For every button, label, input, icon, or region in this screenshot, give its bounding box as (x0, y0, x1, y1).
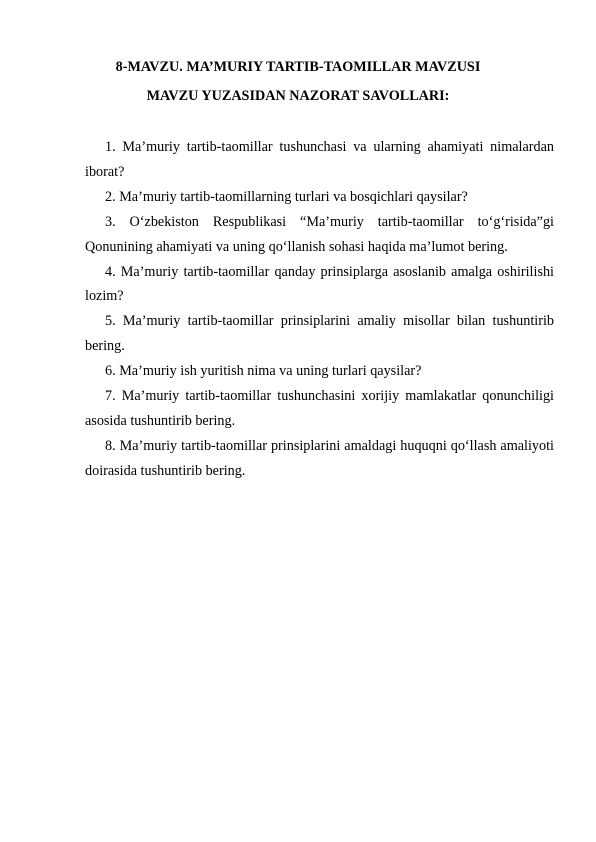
question-item: 5. Ma’muriy tartib-taomillar prinsiplarini amaliy misollar bilan tushuntirib bering. (85, 313, 554, 355)
question-item: 3. O‘zbekiston Respublikasi “Ma’muriy tartib-taomillar to‘g‘risida”gi Qonunining ahamiyati va uning qo‘llanish sohasi haqida ma’lumot bering. (85, 213, 554, 255)
topic-title: 8-MAVZU. MA’MURIY TARTIB-TAOMILLAR MAVZUSI (115, 59, 481, 75)
question-list (85, 135, 554, 484)
question-item: 2. Ma’muriy tartib-taomillarning turlari va bosqichlari qaysilar? (105, 188, 468, 205)
question-item: 4. Ma’muriy tartib-taomillar qanday prinsiplarga asoslanib amalga oshirilishi lozim? (85, 263, 554, 305)
question-item: 6. Ma’muriy ish yuritish nima va uning turlari qaysilar? (105, 363, 422, 380)
section-heading: MAVZU YUZASIDAN NAZORAT SAVOLLARI: (146, 88, 450, 104)
question-item: 8. Ma’muriy tartib-taomillar prinsiplarini amaldagi huquqni qo‘llash amaliyoti doirasida tushuntirib bering. (85, 437, 554, 479)
question-item: 1. Ma’muriy tartib-taomillar tushunchasi va ularning ahamiyati nimalardan iborat? (85, 139, 554, 180)
question-item: 7. Ma’muriy tartib-taomillar tushunchasini xorijiy mamlakatlar qonunchiligi asosida tushuntirib bering. (85, 388, 554, 429)
